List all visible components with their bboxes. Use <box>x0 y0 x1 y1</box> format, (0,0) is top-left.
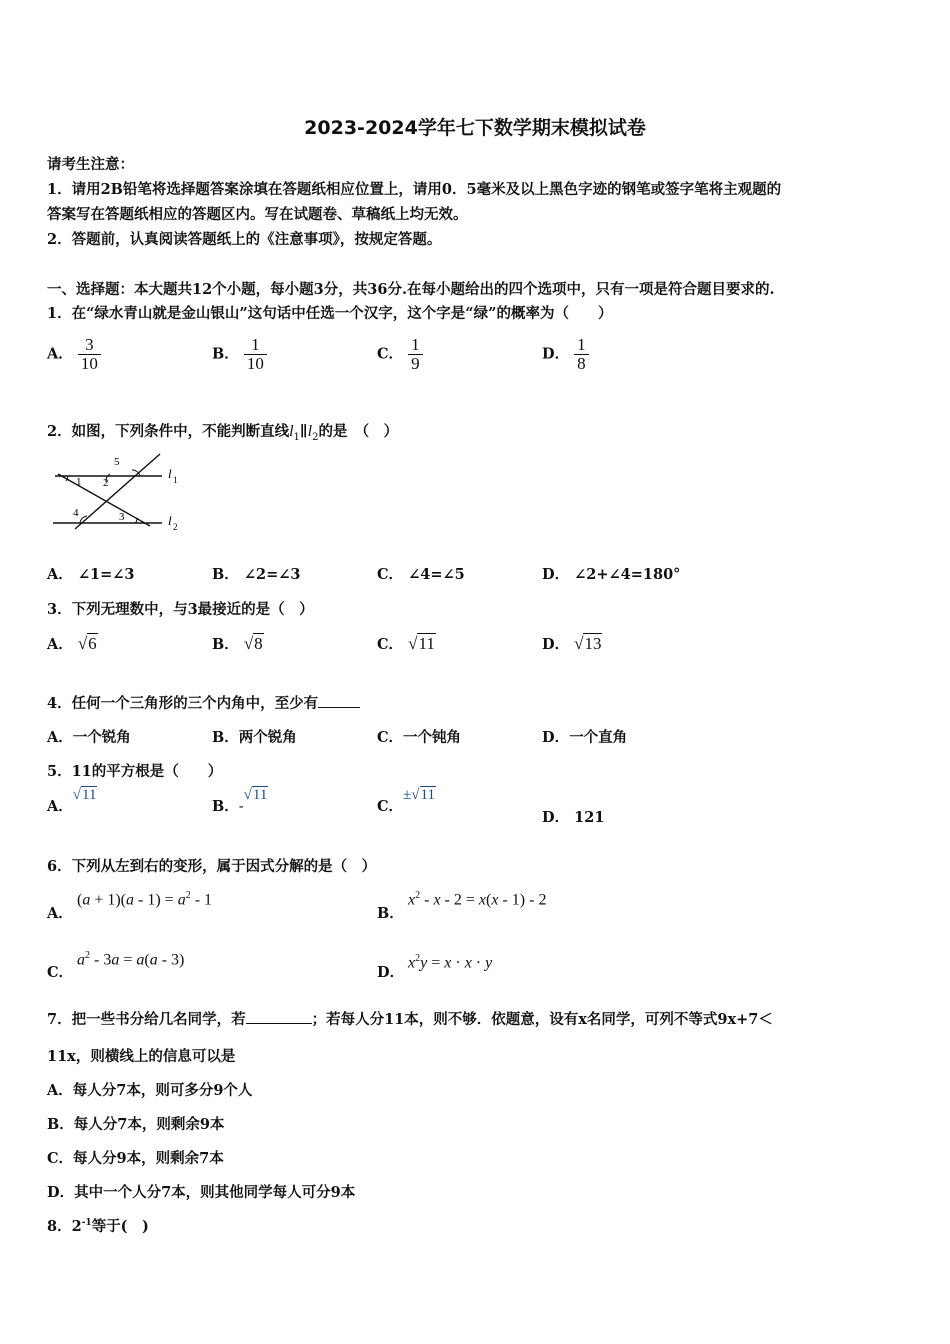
angle-label-2: 2 <box>103 477 109 489</box>
question-5-option-a[interactable]: A．√11 <box>47 787 97 815</box>
question-6-option-a-formula: $(a + 1)(a - 1) = a^2 - 1$ <box>77 890 213 909</box>
square-root: √11 <box>408 634 435 653</box>
notice-line-3: 2．答题前，认真阅读答题纸上的《注意事项》，按规定答题。 <box>47 231 442 248</box>
question-6-stem: 6．下列从左到右的变形，属于因式分解的是（ ） <box>47 858 377 875</box>
question-4-option-a[interactable]: A．一个锐角 <box>47 729 131 746</box>
angle-label-1: 1 <box>76 476 82 488</box>
question-6-option-a-label[interactable]: A． <box>47 905 73 922</box>
notice-line-2: 答案写在答题纸相应的答题区内。写在试题卷、草稿纸上均无效。 <box>47 206 468 223</box>
question-6-option-d-formula: $x^2y = x \cdot x \cdot y$ <box>408 953 493 972</box>
line-label-l1: l <box>168 466 172 481</box>
question-5-option-c[interactable]: C．±√11 <box>377 787 435 815</box>
question-3-option-a[interactable]: A． √6 <box>47 634 97 653</box>
question-3-option-d[interactable]: D． √13 <box>542 634 602 653</box>
question-8-stem: 8．$2^{-1}$等于( ) <box>47 1218 149 1235</box>
question-2-option-d[interactable]: D． ∠2+∠4=180° <box>542 566 681 583</box>
question-7-option-c[interactable]: C．每人分9本，则剩余7本 <box>47 1150 224 1167</box>
question-1-stem: 1．在“绿水青山就是金山银山”这句话中任选一个汉字，这个字是“绿”的概率为（ ） <box>47 305 613 322</box>
question-5-option-b[interactable]: B．-√11 <box>212 787 268 815</box>
question-7-option-a[interactable]: A．每人分7本，则可多分9个人 <box>47 1082 253 1099</box>
question-5-stem: 5．11的平方根是（ ） <box>47 763 223 780</box>
option-label: B． <box>212 345 239 363</box>
line-label-l2-sub: 2 <box>173 522 178 532</box>
page-title: 2023-2024学年七下数学期末模拟试卷 <box>304 117 646 139</box>
fraction: $\frac{3}{10}$ <box>78 336 101 373</box>
question-1-option-b[interactable] <box>212 336 267 373</box>
parallel-lines-figure <box>50 452 190 542</box>
notice-heading: 请考生注意： <box>47 156 134 173</box>
angle-label-3: 3 <box>119 511 125 523</box>
question-6-option-c-label[interactable]: C． <box>47 964 74 981</box>
angle-label-4: 4 <box>73 507 79 519</box>
question-6-option-b-label[interactable]: B． <box>377 905 404 922</box>
question-3-stem: 3．下列无理数中，与3最接近的是（ ） <box>47 601 314 618</box>
answer-blank <box>246 1009 312 1024</box>
question-2-option-a[interactable]: A． ∠1=∠3 <box>47 566 135 583</box>
question-7-option-b[interactable]: B．每人分7本，则剩余9本 <box>47 1116 225 1133</box>
question-6-option-d-label[interactable]: D． <box>377 964 405 981</box>
question-7-option-d[interactable]: D．其中一个人分7本，则其他同学每人可分9本 <box>47 1184 356 1201</box>
square-root: √11 <box>243 787 268 803</box>
angle-label-5: 5 <box>114 456 120 468</box>
question-4-option-d[interactable]: D．一个直角 <box>542 729 628 746</box>
question-7-stem: 7．把一些书分给几名同学，若 ；若每人分11本，则不够．依题意，设有x名同学，可列不等式9x+7＜ <box>47 1011 773 1028</box>
question-7-stem-cont: 11x，则横线上的信息可以是 <box>47 1048 236 1065</box>
option-label: C． <box>377 345 404 363</box>
square-root: √6 <box>77 634 97 653</box>
fraction: $\frac{1}{9}$ <box>408 336 423 373</box>
question-6-option-b-formula: $x^2 - x - 2 = x(x - 1) - 2$ <box>408 890 547 909</box>
question-1-option-a[interactable] <box>47 336 101 373</box>
question-2-option-b[interactable]: B． ∠2=∠3 <box>212 566 301 583</box>
question-3-option-c[interactable]: C． √11 <box>377 634 435 653</box>
question-2-stem: 2．如图，下列条件中，不能判断直线$l_1\parallel l_2$的是 （ ） <box>47 423 399 443</box>
square-root: √8 <box>243 634 263 653</box>
answer-blank <box>318 693 360 708</box>
square-root: √13 <box>574 634 602 653</box>
option-label: D． <box>542 345 570 363</box>
question-1-option-c[interactable] <box>377 336 423 373</box>
question-1-option-d[interactable] <box>542 336 589 373</box>
question-2-option-c[interactable]: C． ∠4=∠5 <box>377 566 465 583</box>
question-5-option-d[interactable]: D． 121 <box>542 809 605 826</box>
option-label: A． <box>47 345 73 363</box>
square-root: ±√11 <box>403 787 435 803</box>
section-heading: 一、选择题：本大题共12个小题，每小题3分，共36分.在每小题给出的四个选项中，只有一项是符合题目要求的. <box>47 281 775 298</box>
question-4-stem: 4．任何一个三角形的三个内角中，至少有 <box>47 692 360 713</box>
question-3-option-b[interactable]: B． √8 <box>212 634 263 653</box>
line-label-l2: l <box>168 513 172 528</box>
question-4-option-b[interactable]: B．两个锐角 <box>212 729 297 746</box>
question-6-option-c-formula: $a^2 - 3a = a(a - 3)$ <box>77 950 185 969</box>
line-label-l1-sub: 1 <box>173 475 178 485</box>
question-4-option-c[interactable]: C．一个钝角 <box>377 729 462 746</box>
notice-line-1: 1．请用2B铅笔将选择题答案涂填在答题纸相应位置上，请用0．5毫米及以上黑色字迹的钢笔或签字笔将主观题的 <box>47 181 782 198</box>
square-root: √11 <box>72 787 97 803</box>
fraction: $\frac{1}{10}$ <box>244 336 267 373</box>
fraction: $\frac{1}{8}$ <box>574 336 589 373</box>
